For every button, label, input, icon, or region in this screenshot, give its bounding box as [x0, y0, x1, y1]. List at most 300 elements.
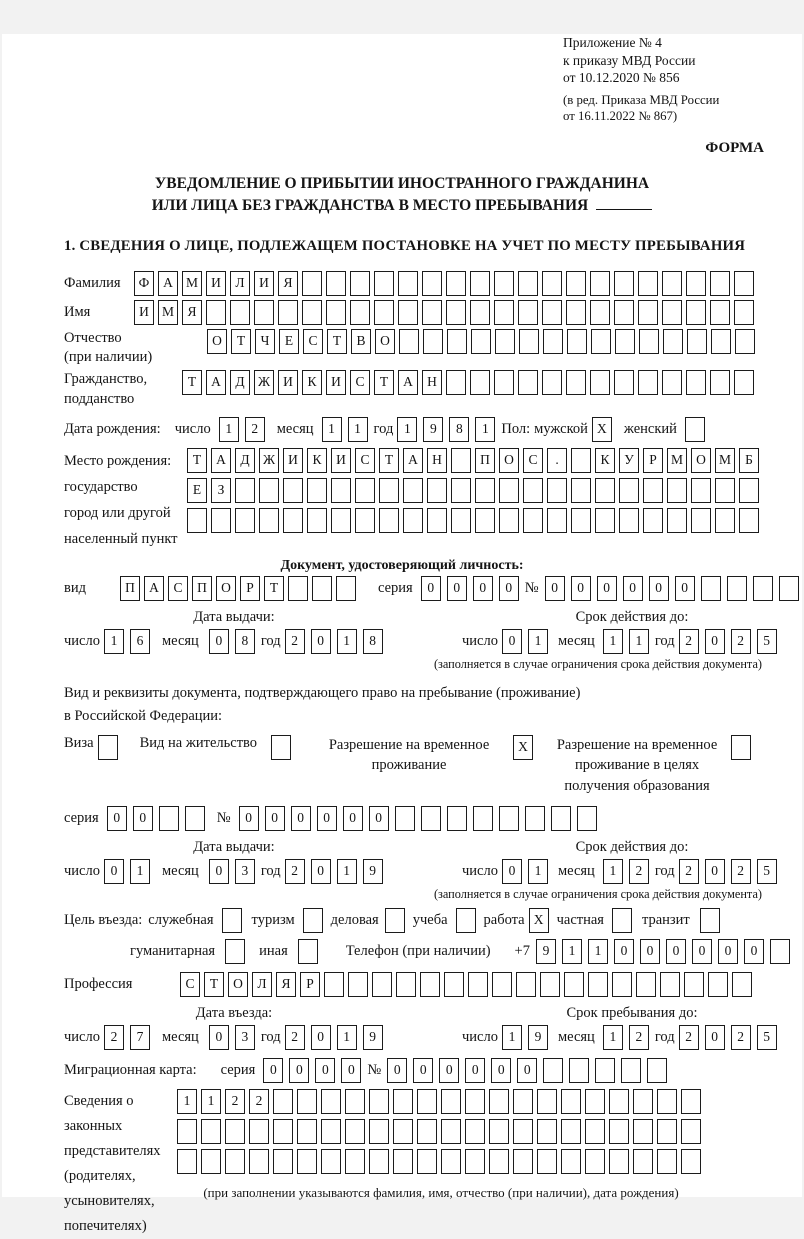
char-cell[interactable]: 1 — [588, 939, 608, 964]
char-cell[interactable] — [489, 1119, 509, 1144]
char-cell[interactable] — [222, 908, 242, 933]
char-cell[interactable] — [345, 1119, 365, 1144]
char-cell[interactable]: Л — [252, 972, 272, 997]
char-cell[interactable]: 0 — [597, 576, 617, 601]
char-cell[interactable]: 0 — [545, 576, 565, 601]
char-cell[interactable]: 0 — [491, 1058, 511, 1083]
char-cell[interactable] — [614, 370, 634, 395]
char-cell[interactable] — [273, 1149, 293, 1174]
char-cell[interactable]: Я — [276, 972, 296, 997]
char-cell[interactable] — [647, 1058, 667, 1083]
char-cell[interactable]: 1 — [603, 1025, 623, 1050]
char-cell[interactable]: 2 — [285, 859, 305, 884]
char-cell[interactable] — [456, 908, 476, 933]
char-cell[interactable] — [662, 370, 682, 395]
char-cell[interactable] — [235, 508, 255, 533]
char-cell[interactable] — [710, 300, 730, 325]
char-cell[interactable]: 0 — [291, 806, 311, 831]
char-cell[interactable] — [235, 478, 255, 503]
char-cell[interactable] — [731, 735, 751, 760]
char-cell[interactable] — [525, 806, 545, 831]
char-cell[interactable]: 2 — [245, 417, 265, 442]
char-cell[interactable]: 0 — [413, 1058, 433, 1083]
char-cell[interactable] — [307, 478, 327, 503]
char-cell[interactable] — [547, 478, 567, 503]
char-cell[interactable] — [475, 508, 495, 533]
char-cell[interactable] — [537, 1089, 557, 1114]
char-cell[interactable] — [201, 1119, 221, 1144]
char-cell[interactable] — [542, 370, 562, 395]
char-cell[interactable]: 2 — [225, 1089, 245, 1114]
char-cell[interactable] — [561, 1119, 581, 1144]
char-cell[interactable] — [681, 1149, 701, 1174]
char-cell[interactable]: 0 — [499, 576, 519, 601]
char-cell[interactable] — [614, 300, 634, 325]
char-cell[interactable] — [225, 1119, 245, 1144]
char-cell[interactable]: 0 — [239, 806, 259, 831]
char-cell[interactable] — [667, 508, 687, 533]
char-cell[interactable]: 0 — [317, 806, 337, 831]
char-cell[interactable]: 2 — [249, 1089, 269, 1114]
char-cell[interactable] — [421, 806, 441, 831]
char-cell[interactable]: 0 — [133, 806, 153, 831]
char-cell[interactable] — [686, 300, 706, 325]
char-cell[interactable] — [283, 478, 303, 503]
char-cell[interactable]: М — [667, 448, 687, 473]
char-cell[interactable] — [271, 735, 291, 760]
char-cell[interactable] — [393, 1119, 413, 1144]
char-cell[interactable]: 2 — [731, 859, 751, 884]
char-cell[interactable] — [345, 1149, 365, 1174]
char-cell[interactable] — [667, 478, 687, 503]
char-cell[interactable]: Е — [187, 478, 207, 503]
char-cell[interactable] — [447, 806, 467, 831]
char-cell[interactable] — [206, 300, 226, 325]
char-cell[interactable] — [177, 1149, 197, 1174]
char-cell[interactable] — [734, 300, 754, 325]
char-cell[interactable]: 0 — [640, 939, 660, 964]
char-cell[interactable] — [513, 1149, 533, 1174]
char-cell[interactable]: 1 — [397, 417, 417, 442]
char-cell[interactable]: О — [499, 448, 519, 473]
char-cell[interactable] — [441, 1149, 461, 1174]
char-cell[interactable] — [470, 271, 490, 296]
char-cell[interactable]: А — [206, 370, 226, 395]
char-cell[interactable] — [369, 1149, 389, 1174]
char-cell[interactable] — [662, 271, 682, 296]
char-cell[interactable] — [254, 300, 274, 325]
char-cell[interactable]: 0 — [705, 629, 725, 654]
char-cell[interactable] — [185, 806, 205, 831]
char-cell[interactable] — [494, 370, 514, 395]
char-cell[interactable]: 9 — [536, 939, 556, 964]
char-cell[interactable]: 0 — [289, 1058, 309, 1083]
char-cell[interactable] — [633, 1089, 653, 1114]
char-cell[interactable] — [159, 806, 179, 831]
char-cell[interactable]: С — [350, 370, 370, 395]
char-cell[interactable]: О — [691, 448, 711, 473]
char-cell[interactable]: 1 — [177, 1089, 197, 1114]
char-cell[interactable] — [681, 1089, 701, 1114]
char-cell[interactable] — [297, 1089, 317, 1114]
char-cell[interactable]: В — [351, 329, 371, 354]
char-cell[interactable] — [734, 370, 754, 395]
char-cell[interactable] — [499, 806, 519, 831]
char-cell[interactable]: 2 — [731, 629, 751, 654]
char-cell[interactable]: 7 — [130, 1025, 150, 1050]
char-cell[interactable] — [660, 972, 680, 997]
char-cell[interactable] — [684, 972, 704, 997]
char-cell[interactable] — [639, 329, 659, 354]
char-cell[interactable]: И — [331, 448, 351, 473]
char-cell[interactable]: И — [134, 300, 154, 325]
char-cell[interactable] — [177, 1119, 197, 1144]
char-cell[interactable]: 0 — [387, 1058, 407, 1083]
char-cell[interactable] — [259, 508, 279, 533]
char-cell[interactable] — [513, 1119, 533, 1144]
char-cell[interactable] — [715, 478, 735, 503]
char-cell[interactable]: 0 — [666, 939, 686, 964]
char-cell[interactable] — [331, 478, 351, 503]
char-cell[interactable]: Д — [230, 370, 250, 395]
char-cell[interactable]: С — [355, 448, 375, 473]
char-cell[interactable] — [633, 1149, 653, 1174]
char-cell[interactable] — [201, 1149, 221, 1174]
char-cell[interactable] — [350, 271, 370, 296]
char-cell[interactable] — [489, 1149, 509, 1174]
char-cell[interactable] — [638, 271, 658, 296]
char-cell[interactable]: 0 — [571, 576, 591, 601]
char-cell[interactable] — [523, 478, 543, 503]
char-cell[interactable] — [465, 1119, 485, 1144]
char-cell[interactable] — [540, 972, 560, 997]
char-cell[interactable] — [615, 329, 635, 354]
char-cell[interactable]: Ч — [255, 329, 275, 354]
char-cell[interactable] — [681, 1119, 701, 1144]
char-cell[interactable] — [691, 508, 711, 533]
char-cell[interactable]: 1 — [603, 629, 623, 654]
char-cell[interactable]: 9 — [363, 1025, 383, 1050]
char-cell[interactable]: Н — [422, 370, 442, 395]
char-cell[interactable] — [350, 300, 370, 325]
char-cell[interactable] — [427, 478, 447, 503]
char-cell[interactable] — [393, 1089, 413, 1114]
char-cell[interactable] — [451, 448, 471, 473]
char-cell[interactable] — [609, 1089, 629, 1114]
char-cell[interactable]: 1 — [219, 417, 239, 442]
char-cell[interactable]: 0 — [502, 629, 522, 654]
char-cell[interactable]: 6 — [130, 629, 150, 654]
char-cell[interactable]: 0 — [265, 806, 285, 831]
char-cell[interactable] — [711, 329, 731, 354]
char-cell[interactable] — [355, 508, 375, 533]
char-cell[interactable] — [297, 1119, 317, 1144]
char-cell[interactable] — [542, 300, 562, 325]
char-cell[interactable]: О — [216, 576, 236, 601]
char-cell[interactable]: У — [619, 448, 639, 473]
char-cell[interactable]: 9 — [363, 859, 383, 884]
char-cell[interactable] — [523, 508, 543, 533]
char-cell[interactable] — [446, 300, 466, 325]
char-cell[interactable]: 5 — [757, 1025, 777, 1050]
char-cell[interactable] — [577, 806, 597, 831]
char-cell[interactable]: Р — [643, 448, 663, 473]
char-cell[interactable]: X — [513, 735, 533, 760]
char-cell[interactable]: X — [592, 417, 612, 442]
char-cell[interactable] — [567, 329, 587, 354]
char-cell[interactable] — [710, 370, 730, 395]
char-cell[interactable] — [691, 478, 711, 503]
char-cell[interactable] — [331, 508, 351, 533]
char-cell[interactable] — [543, 1058, 563, 1083]
char-cell[interactable]: 0 — [439, 1058, 459, 1083]
char-cell[interactable] — [657, 1089, 677, 1114]
char-cell[interactable]: 0 — [502, 859, 522, 884]
char-cell[interactable]: И — [206, 271, 226, 296]
char-cell[interactable]: 1 — [528, 629, 548, 654]
char-cell[interactable] — [417, 1119, 437, 1144]
char-cell[interactable] — [663, 329, 683, 354]
char-cell[interactable]: Л — [230, 271, 250, 296]
char-cell[interactable] — [336, 576, 356, 601]
char-cell[interactable] — [417, 1149, 437, 1174]
char-cell[interactable] — [700, 908, 720, 933]
char-cell[interactable] — [398, 300, 418, 325]
char-cell[interactable] — [187, 508, 207, 533]
char-cell[interactable]: 1 — [475, 417, 495, 442]
char-cell[interactable]: С — [523, 448, 543, 473]
char-cell[interactable]: 2 — [629, 1025, 649, 1050]
char-cell[interactable] — [566, 370, 586, 395]
char-cell[interactable] — [298, 939, 318, 964]
char-cell[interactable]: 0 — [517, 1058, 537, 1083]
char-cell[interactable] — [657, 1149, 677, 1174]
char-cell[interactable] — [585, 1119, 605, 1144]
char-cell[interactable] — [372, 972, 392, 997]
char-cell[interactable]: 0 — [447, 576, 467, 601]
char-cell[interactable] — [379, 508, 399, 533]
char-cell[interactable] — [735, 329, 755, 354]
char-cell[interactable] — [566, 300, 586, 325]
char-cell[interactable]: 5 — [757, 629, 777, 654]
char-cell[interactable] — [225, 1149, 245, 1174]
char-cell[interactable] — [492, 972, 512, 997]
char-cell[interactable] — [307, 508, 327, 533]
char-cell[interactable] — [427, 508, 447, 533]
char-cell[interactable] — [621, 1058, 641, 1083]
char-cell[interactable]: 1 — [337, 1025, 357, 1050]
char-cell[interactable] — [451, 478, 471, 503]
char-cell[interactable]: 3 — [235, 859, 255, 884]
char-cell[interactable] — [657, 1119, 677, 1144]
char-cell[interactable] — [590, 370, 610, 395]
char-cell[interactable] — [321, 1089, 341, 1114]
char-cell[interactable]: 1 — [528, 859, 548, 884]
char-cell[interactable] — [475, 478, 495, 503]
char-cell[interactable] — [399, 329, 419, 354]
char-cell[interactable] — [708, 972, 728, 997]
char-cell[interactable]: Я — [278, 271, 298, 296]
char-cell[interactable]: 2 — [285, 629, 305, 654]
char-cell[interactable] — [321, 1119, 341, 1144]
char-cell[interactable] — [638, 300, 658, 325]
char-cell[interactable]: Н — [427, 448, 447, 473]
char-cell[interactable] — [249, 1149, 269, 1174]
char-cell[interactable] — [739, 478, 759, 503]
char-cell[interactable]: 0 — [649, 576, 669, 601]
char-cell[interactable]: 3 — [235, 1025, 255, 1050]
char-cell[interactable] — [230, 300, 250, 325]
char-cell[interactable] — [571, 508, 591, 533]
char-cell[interactable]: А — [398, 370, 418, 395]
char-cell[interactable]: И — [254, 271, 274, 296]
char-cell[interactable] — [374, 300, 394, 325]
char-cell[interactable]: 0 — [107, 806, 127, 831]
char-cell[interactable]: Е — [279, 329, 299, 354]
char-cell[interactable] — [585, 1089, 605, 1114]
char-cell[interactable] — [537, 1119, 557, 1144]
char-cell[interactable] — [495, 329, 515, 354]
char-cell[interactable]: 0 — [343, 806, 363, 831]
char-cell[interactable] — [561, 1089, 581, 1114]
char-cell[interactable]: Т — [204, 972, 224, 997]
char-cell[interactable] — [614, 271, 634, 296]
char-cell[interactable]: Д — [235, 448, 255, 473]
char-cell[interactable]: 0 — [209, 629, 229, 654]
char-cell[interactable]: 0 — [311, 859, 331, 884]
char-cell[interactable] — [715, 508, 735, 533]
char-cell[interactable] — [619, 508, 639, 533]
char-cell[interactable]: А — [403, 448, 423, 473]
char-cell[interactable] — [590, 271, 610, 296]
char-cell[interactable]: Т — [327, 329, 347, 354]
char-cell[interactable] — [355, 478, 375, 503]
char-cell[interactable] — [451, 508, 471, 533]
char-cell[interactable] — [326, 300, 346, 325]
char-cell[interactable]: Ф — [134, 271, 154, 296]
char-cell[interactable]: 0 — [473, 576, 493, 601]
char-cell[interactable] — [324, 972, 344, 997]
char-cell[interactable] — [273, 1119, 293, 1144]
char-cell[interactable]: Ж — [259, 448, 279, 473]
char-cell[interactable] — [385, 908, 405, 933]
char-cell[interactable]: Т — [182, 370, 202, 395]
char-cell[interactable]: 2 — [285, 1025, 305, 1050]
char-cell[interactable]: 0 — [692, 939, 712, 964]
char-cell[interactable]: Т — [374, 370, 394, 395]
char-cell[interactable]: 1 — [502, 1025, 522, 1050]
char-cell[interactable] — [732, 972, 752, 997]
char-cell[interactable] — [465, 1089, 485, 1114]
char-cell[interactable] — [422, 300, 442, 325]
char-cell[interactable] — [417, 1089, 437, 1114]
char-cell[interactable] — [470, 300, 490, 325]
char-cell[interactable] — [326, 271, 346, 296]
char-cell[interactable] — [494, 271, 514, 296]
char-cell[interactable] — [249, 1119, 269, 1144]
char-cell[interactable] — [288, 576, 308, 601]
char-cell[interactable]: Т — [379, 448, 399, 473]
char-cell[interactable] — [513, 1089, 533, 1114]
char-cell[interactable]: 9 — [528, 1025, 548, 1050]
char-cell[interactable] — [393, 1149, 413, 1174]
char-cell[interactable]: X — [529, 908, 549, 933]
char-cell[interactable] — [302, 300, 322, 325]
char-cell[interactable] — [516, 972, 536, 997]
char-cell[interactable] — [283, 508, 303, 533]
char-cell[interactable] — [686, 271, 706, 296]
char-cell[interactable]: 1 — [201, 1089, 221, 1114]
char-cell[interactable] — [564, 972, 584, 997]
char-cell[interactable]: П — [120, 576, 140, 601]
char-cell[interactable]: М — [715, 448, 735, 473]
char-cell[interactable] — [489, 1089, 509, 1114]
char-cell[interactable]: 1 — [562, 939, 582, 964]
char-cell[interactable] — [211, 508, 231, 533]
char-cell[interactable]: 0 — [675, 576, 695, 601]
char-cell[interactable]: 1 — [348, 417, 368, 442]
char-cell[interactable] — [447, 329, 467, 354]
char-cell[interactable] — [686, 370, 706, 395]
char-cell[interactable]: 1 — [104, 629, 124, 654]
char-cell[interactable] — [537, 1149, 557, 1174]
char-cell[interactable] — [303, 908, 323, 933]
char-cell[interactable]: С — [180, 972, 200, 997]
char-cell[interactable] — [422, 271, 442, 296]
char-cell[interactable]: М — [158, 300, 178, 325]
char-cell[interactable] — [302, 271, 322, 296]
char-cell[interactable] — [595, 1058, 615, 1083]
char-cell[interactable] — [543, 329, 563, 354]
char-cell[interactable]: 2 — [679, 859, 699, 884]
char-cell[interactable] — [619, 478, 639, 503]
char-cell[interactable] — [420, 972, 440, 997]
char-cell[interactable]: К — [307, 448, 327, 473]
char-cell[interactable] — [403, 478, 423, 503]
char-cell[interactable] — [609, 1149, 629, 1174]
char-cell[interactable] — [518, 271, 538, 296]
char-cell[interactable] — [779, 576, 799, 601]
char-cell[interactable] — [687, 329, 707, 354]
char-cell[interactable]: 1 — [322, 417, 342, 442]
char-cell[interactable]: П — [192, 576, 212, 601]
char-cell[interactable]: 0 — [718, 939, 738, 964]
char-cell[interactable]: 0 — [311, 1025, 331, 1050]
char-cell[interactable] — [312, 576, 332, 601]
char-cell[interactable] — [633, 1119, 653, 1144]
char-cell[interactable] — [273, 1089, 293, 1114]
char-cell[interactable] — [98, 735, 118, 760]
char-cell[interactable] — [518, 370, 538, 395]
char-cell[interactable]: Т — [231, 329, 251, 354]
char-cell[interactable] — [518, 300, 538, 325]
char-cell[interactable] — [470, 370, 490, 395]
char-cell[interactable] — [643, 508, 663, 533]
char-cell[interactable] — [465, 1149, 485, 1174]
char-cell[interactable] — [710, 271, 730, 296]
char-cell[interactable] — [519, 329, 539, 354]
char-cell[interactable]: К — [302, 370, 322, 395]
char-cell[interactable] — [441, 1089, 461, 1114]
char-cell[interactable] — [444, 972, 464, 997]
char-cell[interactable] — [590, 300, 610, 325]
char-cell[interactable] — [595, 478, 615, 503]
char-cell[interactable] — [379, 478, 399, 503]
char-cell[interactable] — [609, 1119, 629, 1144]
char-cell[interactable]: П — [475, 448, 495, 473]
char-cell[interactable] — [638, 370, 658, 395]
char-cell[interactable] — [395, 806, 415, 831]
